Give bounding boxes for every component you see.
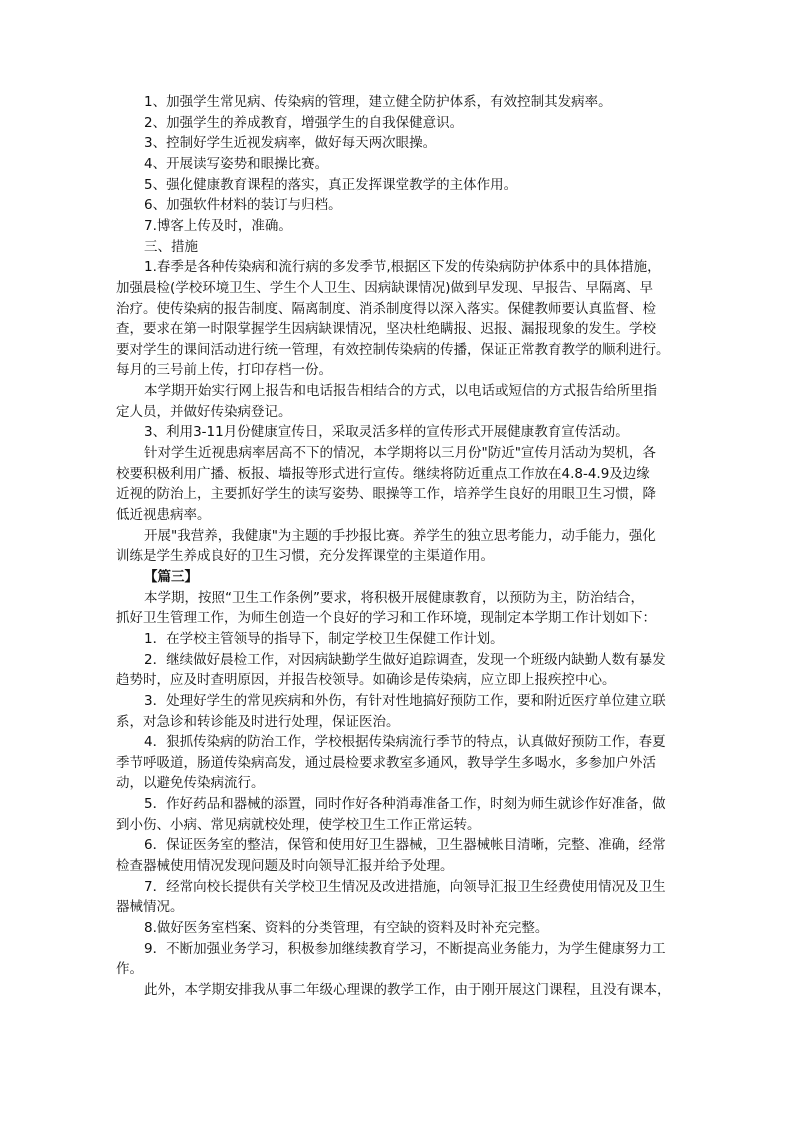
text-line: 7．经常向校长提供有关学校卫生情况及改进措施，向领导汇报卫生经费使用情况及卫生: [144, 878, 666, 895]
text-line: 针对学生近视患病率居高不下的情况，本学期将以三月份"防近"宣传月活动为契机，各: [144, 445, 656, 462]
text-line: 4．狠抓传染病的防治工作，学校根据传染病流行季节的特点，认真做好预防工作，春夏: [144, 734, 666, 751]
text-line: 2．继续做好晨检工作，对因病缺勤学生做好追踪调查，发现一个班级内缺勤人数有暴发: [144, 651, 666, 668]
text-line: 治疗。使传染病的报告制度、隔离制度、消杀制度得以深入落实。保健教师要认真监督、检: [116, 300, 656, 317]
text-line: 1.春季是各种传染病和流行病的多发季节,根据区下发的传染病防护体系中的具体措施，: [144, 259, 661, 276]
text-line: 加强晨检(学校环境卫生、学生个人卫生、因病缺课情况)做到早发现、早报告、早隔离、早: [116, 279, 654, 296]
text-line: 系，对急诊和转诊能及时进行处理，保证医治。: [116, 713, 400, 730]
text-line: 检查器械使用情况发现问题及时向领导汇报并给予处理。: [116, 858, 454, 875]
text-line: 校要积极利用广播、板报、墙报等形式进行宣传。继续将防近重点工作放在4.8-4.9及边缘: [116, 465, 650, 482]
text-line: 季节呼吸道，肠道传染病高发，通过晨检要求教室多通风，教导学生多喝水，多参加户外活: [116, 754, 656, 771]
text-line: 近视的防治上，主要抓好学生的读写姿势、眼操等工作，培养学生良好的用眼卫生习惯，降: [116, 486, 656, 503]
text-line: 【篇三】: [144, 568, 198, 585]
text-line: 4、开展读写姿势和眼操比赛。: [144, 155, 329, 172]
text-line: 本学期开始实行网上报告和电话报告相结合的方式，以电话或短信的方式报告给所里指: [144, 383, 657, 400]
text-line: 查，要求在第一时限掌握学生因病缺课情况，坚决杜绝瞒报、迟报、漏报现象的发生。学校: [116, 321, 656, 338]
text-line: 低近视患病率。: [116, 507, 211, 523]
text-line: 抓好卫生管理工作，为师生创造一个良好的学习和工作环境，现制定本学期工作计划如下：: [116, 610, 656, 627]
text-line: 动，以避免传染病流行。: [116, 775, 265, 792]
text-line: 3．处理好学生的常见疾病和外伤，有针对性地搞好预防工作，要和附近医疗单位建立联: [144, 692, 666, 709]
text-line: 此外，本学期安排我从事二年级心理课的教学工作，由于刚开展这门课程，且没有课本，: [144, 981, 671, 998]
text-line: 1、加强学生常见病、传染病的管理，建立健全防护体系，有效控制其发病率。: [144, 94, 612, 110]
text-line: 器械情况。: [116, 899, 184, 916]
text-line: 定人员，并做好传染病登记。: [116, 403, 292, 420]
text-line: 5．作好药品和器械的添置，同时作好各种消毒准备工作，时刻为师生就诊作好准备，做: [144, 796, 666, 813]
text-line: 作。: [116, 961, 143, 978]
text-line: 训练是学生养成良好的卫生习惯，充分发挥课堂的主渠道作用。: [116, 548, 494, 565]
text-line: 开展"我营养，我健康"为主题的手抄报比赛。养学生的独立思考能力，动手能力，强化: [144, 527, 656, 544]
text-line: 三、措施: [144, 238, 198, 255]
text-line: 6．保证医务室的整洁，保管和使用好卫生器械，卫生器械帐目清晰，完整、准确，经常: [144, 837, 666, 854]
text-line: 5、强化健康教育课程的落实，真正发挥课堂教学的主体作用。: [144, 176, 518, 193]
text-line: 2、加强学生的养成教育，增强学生的自我保健意识。: [144, 114, 464, 131]
text-line: 趋势时，应及时查明原因，并报告校领导。如确诊是传染病，应立即上报疾控中心。: [116, 672, 616, 689]
text-line: 1．在学校主管领导的指导下，制定学校卫生保健工作计划。: [144, 630, 504, 647]
text-line: 每月的三号前上传，打印存档一份。: [116, 362, 332, 379]
text-line: 8.做好医务室档案、资料的分类管理，有空缺的资料及时补充完整。: [144, 920, 549, 936]
text-line: 到小伤、小病、常见病就校处理，使学校卫生工作正常运转。: [116, 816, 481, 833]
text-line: 3、利用3-11月份健康宣传日，采取灵活多样的宣传形式开展健康教育宣传活动。: [144, 424, 629, 441]
text-line: 7.博客上传及时，准确。: [144, 217, 292, 234]
text-line: 6、加强软件材料的装订与归档。: [144, 197, 342, 214]
text-line: 要对学生的课间活动进行统一管理，有效控制传染病的传播，保证正常教育教学的顺利进行。: [116, 341, 670, 358]
text-line: 9．不断加强业务学习，积极参加继续教育学习，不断提高业务能力，为学生健康努力工: [144, 940, 666, 957]
text-line: 3、控制好学生近视发病率，做好每天两次眼操。: [144, 135, 437, 152]
text-line: 本学期，按照“卫生工作条例”要求，将积极开展健康教育，以预防为主，防治结合，: [144, 589, 644, 606]
